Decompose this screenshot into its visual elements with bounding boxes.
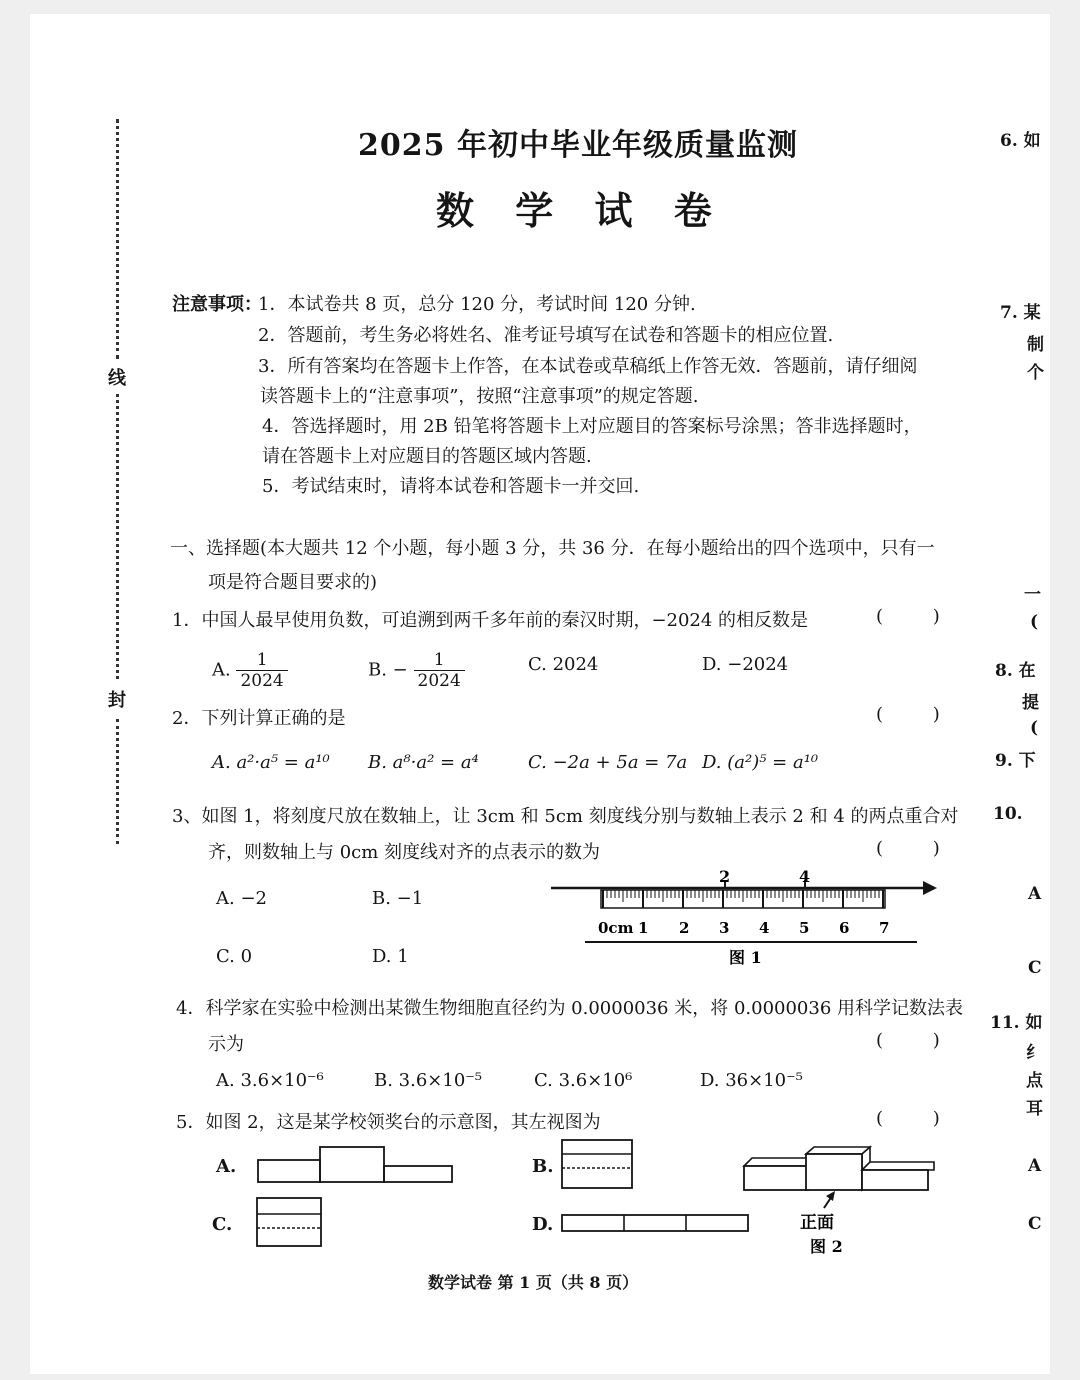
- notice-item-2: 2．答题前，考生务必将姓名、准考证号填写在试卷和答题卡的相应位置.: [258, 325, 834, 346]
- next-page-q7-line2: 制: [1027, 335, 1044, 355]
- next-page-dash: 一: [1024, 585, 1041, 605]
- q5-option-c-diagram: [255, 1196, 325, 1250]
- next-page-paren-1: (: [1030, 612, 1039, 632]
- notice-item-3-cont: 读答题卡上的“注意事项”，按照“注意事项”的规定答题.: [260, 386, 699, 407]
- next-page-q11: 11. 如: [990, 1013, 1043, 1033]
- q5-option-d-diagram: [560, 1212, 754, 1236]
- q3-option-a: A. −2: [216, 888, 267, 909]
- ruler-label-6: 6: [839, 919, 850, 937]
- q3-option-d: D. 1: [372, 946, 409, 967]
- next-page-paren-2: (: [1030, 718, 1039, 738]
- notice-item-4: 4．答选择题时，用 2B 铅笔将答题卡上对应题目的答案标号涂黑；答非选择题时，: [262, 416, 922, 437]
- q1-b-numerator: 1: [414, 650, 465, 671]
- next-page-q8: 8. 在: [995, 661, 1036, 681]
- ruler-label-4: 4: [759, 919, 770, 937]
- q1-option-a-letter: A.: [212, 659, 231, 681]
- q5-stem: 5．如图 2，这是某学校领奖台的示意图，其左视图为: [176, 1112, 601, 1133]
- notice-heading: 注意事项：: [172, 294, 262, 315]
- exam-title: 2025 年初中毕业年级质量监测: [358, 128, 798, 163]
- next-page-option-a-2: A: [1028, 1156, 1042, 1176]
- notice-item-1: 1．本试卷共 8 页，总分 120 分，考试时间 120 分钟.: [258, 294, 696, 315]
- q3-option-c: C. 0: [216, 946, 253, 967]
- exam-subject: 数 学 试 卷: [436, 188, 726, 233]
- q3-stem: 3、如图 1，将刻度尺放在数轴上，让 3cm 和 5cm 刻度线分别与数轴上表示 2 和 4 的两点重合对: [172, 806, 959, 827]
- q2-option-a: A. a²·a⁵ = a¹⁰: [212, 752, 330, 773]
- q4-stem-cont: 示为: [208, 1034, 244, 1055]
- ruler-label-5: 5: [799, 919, 810, 937]
- binding-dotted-line-2: [116, 394, 119, 679]
- q1-answer-paren: ( ): [876, 606, 962, 627]
- q4-answer-paren: ( ): [876, 1030, 962, 1051]
- q3-answer-paren: ( ): [876, 838, 962, 859]
- q1-option-a-fraction: [236, 650, 287, 691]
- q2-stem: 2．下列计算正确的是: [172, 708, 346, 729]
- q2-option-b: B. a⁸·a² = a⁴: [368, 752, 479, 773]
- q5-option-a-diagram: [256, 1144, 456, 1186]
- next-page-q6: 6. 如: [1000, 131, 1041, 151]
- q2-option-d: D. (a²)⁵ = a¹⁰: [702, 752, 819, 773]
- figure-2-front-label: 正面: [800, 1213, 834, 1233]
- q1-option-b: [368, 650, 465, 691]
- binding-dotted-line: [116, 119, 119, 359]
- q5-option-a: A.: [216, 1156, 237, 1177]
- number-line-label-4: 4: [799, 867, 811, 886]
- next-page-q8-line2: 提: [1022, 693, 1039, 713]
- next-page-option-c-2: C: [1028, 1214, 1042, 1234]
- figure-2-podium: [738, 1144, 938, 1256]
- q1-b-denominator: 2024: [417, 671, 461, 691]
- q4-option-b: B. 3.6×10⁻⁵: [374, 1070, 482, 1091]
- binding-label-seal: 封: [108, 690, 126, 711]
- next-page-q9: 9. 下: [995, 751, 1036, 771]
- ruler-label-3: 3: [719, 919, 730, 937]
- section-heading-cont: 项是符合题目要求的): [208, 572, 378, 593]
- q5-option-c: C.: [212, 1214, 233, 1235]
- q5-answer-paren: ( ): [876, 1108, 962, 1129]
- page-footer: 数学试卷 第 1 页（共 8 页）: [428, 1273, 639, 1292]
- number-line-arrow-icon: [923, 881, 937, 895]
- q3-stem-cont: 齐，则数轴上与 0cm 刻度线对齐的点表示的数为: [208, 842, 601, 863]
- q4-option-d: D. 36×10⁻⁵: [700, 1070, 803, 1091]
- next-page-q7-line3: 个: [1027, 363, 1044, 383]
- exam-page: [30, 14, 1050, 1374]
- q1-option-b-letter: B. −: [368, 659, 408, 681]
- ruler-label-0cm: 0cm: [598, 919, 634, 937]
- q5-option-d: D.: [532, 1214, 554, 1235]
- q1-stem: 1．中国人最早使用负数，可追溯到两千多年前的秦汉时期，−2024 的相反数是: [172, 610, 809, 631]
- q5-option-b: B.: [532, 1156, 554, 1177]
- q1-option-d: D. −2024: [702, 654, 789, 675]
- notice-item-3: 3．所有答案均在答题卡上作答，在本试卷或草稿纸上作答无效．答题前，请仔细阅: [258, 356, 918, 377]
- next-page-option-c-1: C: [1028, 958, 1042, 978]
- q1-option-a: [212, 650, 288, 691]
- q1-option-c: C. 2024: [528, 654, 599, 675]
- number-line-label-2: 2: [719, 867, 731, 886]
- ruler-label-1: 1: [638, 919, 649, 937]
- next-page-q7: 7. 某: [1000, 303, 1041, 323]
- binding-label-line: 线: [108, 368, 126, 389]
- notice-item-4-cont: 请在答题卡上对应题目的答题区域内答题.: [262, 446, 592, 467]
- ruler-label-7: 7: [879, 919, 890, 937]
- q1-option-b-fraction: [414, 650, 465, 691]
- next-page-q11-line2: 纟: [1026, 1043, 1043, 1063]
- figure-2-caption: 图 2: [810, 1237, 843, 1256]
- q2-option-c: C. −2a + 5a = 7a: [528, 752, 688, 773]
- next-page-option-a-1: A: [1028, 884, 1042, 904]
- q1-a-numerator: 1: [236, 650, 287, 671]
- next-page-q11-line4: 耳: [1026, 1099, 1043, 1119]
- q3-option-b: B. −1: [372, 888, 424, 909]
- next-page-q11-line3: 点: [1026, 1071, 1043, 1091]
- section-heading: 一、选择题(本大题共 12 个小题，每小题 3 分，共 36 分．在每小题给出的四个选项中，只有一: [170, 538, 935, 559]
- q4-option-c: C. 3.6×10⁶: [534, 1070, 633, 1091]
- next-page-q10: 10.: [993, 804, 1023, 824]
- q2-answer-paren: ( ): [876, 704, 962, 725]
- q5-option-b-diagram: [560, 1138, 636, 1192]
- q4-option-a: A. 3.6×10⁻⁶: [216, 1070, 324, 1091]
- figure-1-ruler: [545, 866, 945, 966]
- ruler-label-2: 2: [679, 919, 690, 937]
- q1-a-denominator: 2024: [240, 671, 284, 691]
- figure-1-caption: 图 1: [729, 948, 762, 966]
- notice-item-5: 5．考试结束时，请将本试卷和答题卡一并交回.: [262, 476, 640, 497]
- binding-dotted-line-3: [116, 719, 119, 844]
- q4-stem: 4．科学家在实验中检测出某微生物细胞直径约为 0.0000036 米，将 0.0000036 用科学记数法表: [176, 998, 964, 1019]
